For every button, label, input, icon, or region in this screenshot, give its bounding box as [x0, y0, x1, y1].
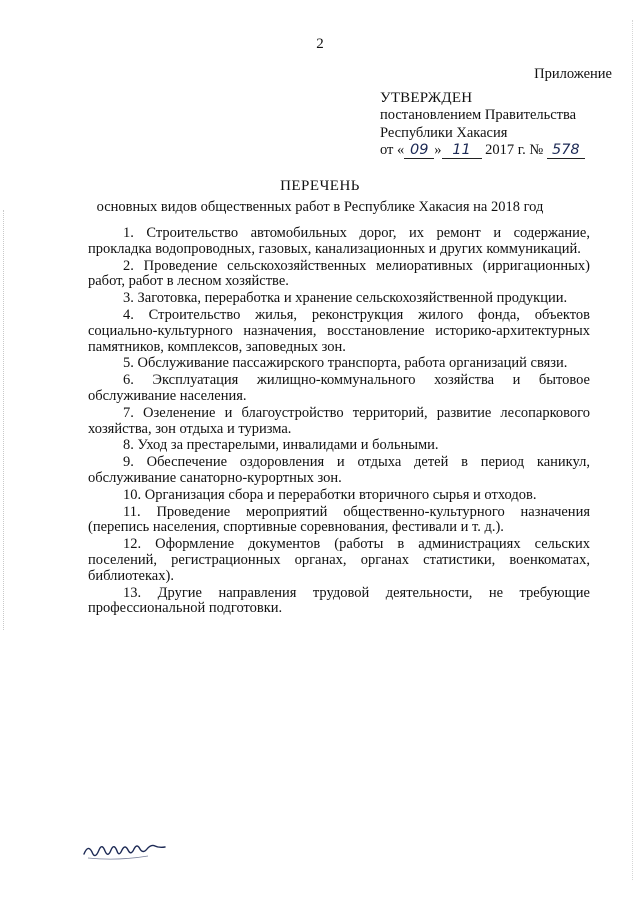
- list-item: 13. Другие направления трудовой деятельности, не требующие профессиональной подготовки.: [88, 584, 590, 617]
- work-types-list: [88, 226, 590, 618]
- decree-number: 578: [547, 142, 585, 159]
- list-item: 10. Организация сбора и переработки вторичного сырья и отходов.: [123, 486, 537, 503]
- list-item: 2. Проведение сельскохозяйственных мелиоративных (ирригационных) работ, работ в лесном хозяйстве.: [88, 257, 590, 290]
- list-item: 12. Оформление документов (работы в администрациях сельских поселений, регистрационных органах, органах статистики, военкоматах, библиотеках).: [88, 536, 590, 584]
- handwritten-signature: [82, 836, 182, 866]
- date-day: 09: [404, 142, 434, 159]
- list-item: 8. Уход за престарелыми, инвалидами и больными.: [123, 437, 439, 454]
- page-number: 2: [316, 36, 324, 52]
- date-year: 2017 г. №: [485, 142, 544, 158]
- approved-by-line-1: постановлением Правительства: [380, 107, 577, 123]
- list-item: 3. Заготовка, переработка и хранение сельскохозяйственной продукции.: [123, 290, 568, 307]
- document-title: ПЕРЕЧЕНЬ: [280, 178, 360, 194]
- list-item: 4. Строительство жилья, реконструкция жилого фонда, объектов социально-культурного назначения, восстановление историко-архитектурных памятников, комплексов, заповедных зон.: [88, 306, 590, 355]
- list-item: 9. Обеспечение оздоровления и отдыха детей в период каникул, обслуживание санаторно-курортных зон.: [88, 454, 590, 486]
- list-item: 6. Эксплуатация жилищно-коммунального хозяйства и бытовое обслуживание населения.: [88, 372, 590, 404]
- list-item: 7. Озеленение и благоустройство территорий, развитие лесопаркового хозяйства, зон отдыха и туризма.: [88, 404, 590, 437]
- list-item: 1. Строительство автомобильных дорог, их ремонт и содержание, прокладка водопроводных, газовых, канализационных и других коммуникаций.: [88, 225, 590, 257]
- scan-margin-right: [632, 20, 637, 880]
- date-prefix: от «: [380, 142, 405, 158]
- annex-label: Приложение: [534, 66, 612, 82]
- date-mid: »: [434, 142, 442, 158]
- list-item: 5. Обслуживание пассажирского транспорта, работа организаций связи.: [123, 355, 568, 372]
- date-month: 11: [442, 142, 482, 159]
- approved-by-line-2: Республики Хакасия: [380, 124, 508, 141]
- approval-block: [380, 66, 612, 160]
- scan-margin-left: [3, 210, 8, 630]
- approval-date-line: [380, 142, 612, 160]
- document-heading: [0, 178, 640, 216]
- document-subtitle: основных видов общественных работ в Республике Хакасия на 2018 год: [96, 199, 544, 215]
- approved-label: УТВЕРЖДЕН: [380, 89, 473, 106]
- list-item: 11. Проведение мероприятий общественно-культурного назначения (перепись населения, спортивные соревнования, фестивали и т. д.).: [88, 503, 590, 536]
